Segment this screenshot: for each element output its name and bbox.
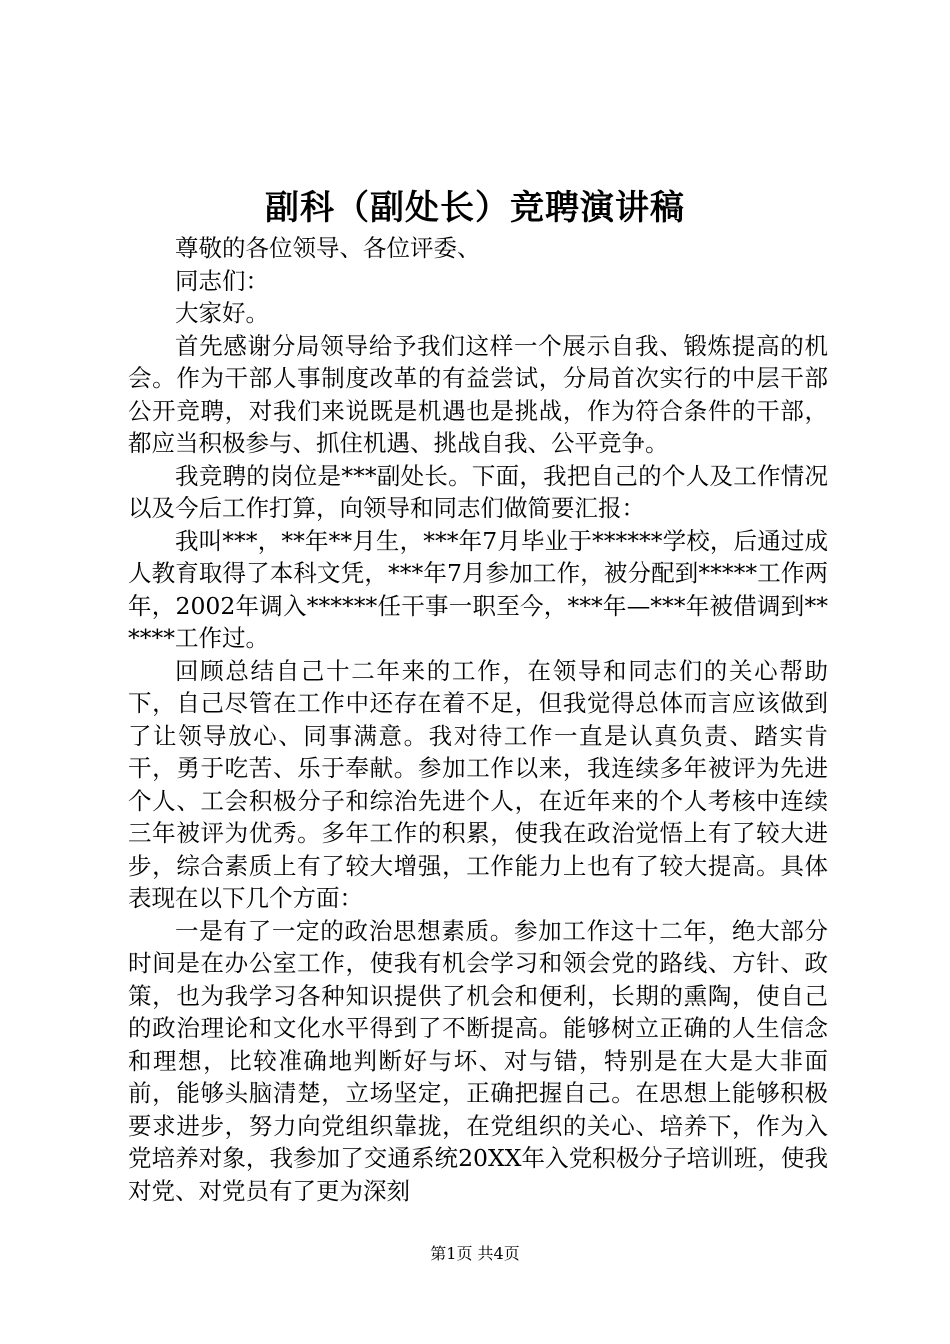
paragraph-greeting: 大家好。 [175,299,269,327]
paragraph-personal-info: 我叫***，**年**月生，***年7月毕业于******学校，后通过成人教育取得了本科文凭，***年7月参加工作，被分配到*****工作两年，2002年调入******任干事一职至今，***年—***年被借调到******工作过。 [128,526,828,652]
paragraph-review: 回顾总结自己十二年来的工作，在领导和同志们的关心帮助下，自己尽管在工作中还存在着不足，但我觉得总体而言应该做到了让领导放心、同事满意。我对待工作一直是认真负责、踏实肯干，勇于吃苦、乐于奉献。参加工作以来，我连续多年被评为先进个人、工会积极分子和综治先进个人，在近年来的个人考核中连续三年被评为优秀。多年工作的积累，使我在政治觉悟上有了较大进步，综合素质上有了较大增强，工作能力上也有了较大提高。具体表现在以下几个方面： [128,656,828,912]
paragraph-position: 我竞聘的岗位是***副处长。下面，我把自己的个人及工作情况以及今后工作打算，向领导和同志们做简要汇报： [128,461,828,522]
document-body [128,232,828,1207]
page-total: 共4页 [477,1244,520,1263]
paragraph-political-quality: 一是有了一定的政治思想素质。参加工作这十二年，绝大部分时间是在办公室工作，使我有机会学习和领会党的路线、方针、政策，也为我学习各种知识提供了机会和便利，长期的熏陶，使自己的政治理论和文化水平得到了不断提高。能够树立正确的人生信念和理想，比较准确地判断好与坏、对与错，特别是在大是大非面前，能够头脑清楚，立场坚定，正确把握自己。在思想上能够积极要求进步，努力向党组织靠拢，在党组织的关心、培养下，作为入党培养对象，我参加了交通系统20XX年入党积极分子培训班，使我对党、对党员有了更为深刻 [128,916,828,1205]
paragraph-salutation-2: 同志们： [175,266,269,295]
document-title: 副科（副处长）竞聘演讲稿 [265,188,685,228]
paragraph-salutation-1: 尊敬的各位领导、各位评委、 [175,234,481,262]
paragraph-intro: 首先感谢分局领导给予我们这样一个展示自我、锻炼提高的机会。作为干部人事制度改革的有益尝试，分局首次实行的中层干部公开竞聘，对我们来说既是机遇也是挑战，作为符合条件的干部，都应当积极参与、抓住机遇、挑战自我、公平竞争。 [128,331,828,457]
page-number: 第1页 [430,1244,473,1263]
page-footer [0,1242,950,1266]
